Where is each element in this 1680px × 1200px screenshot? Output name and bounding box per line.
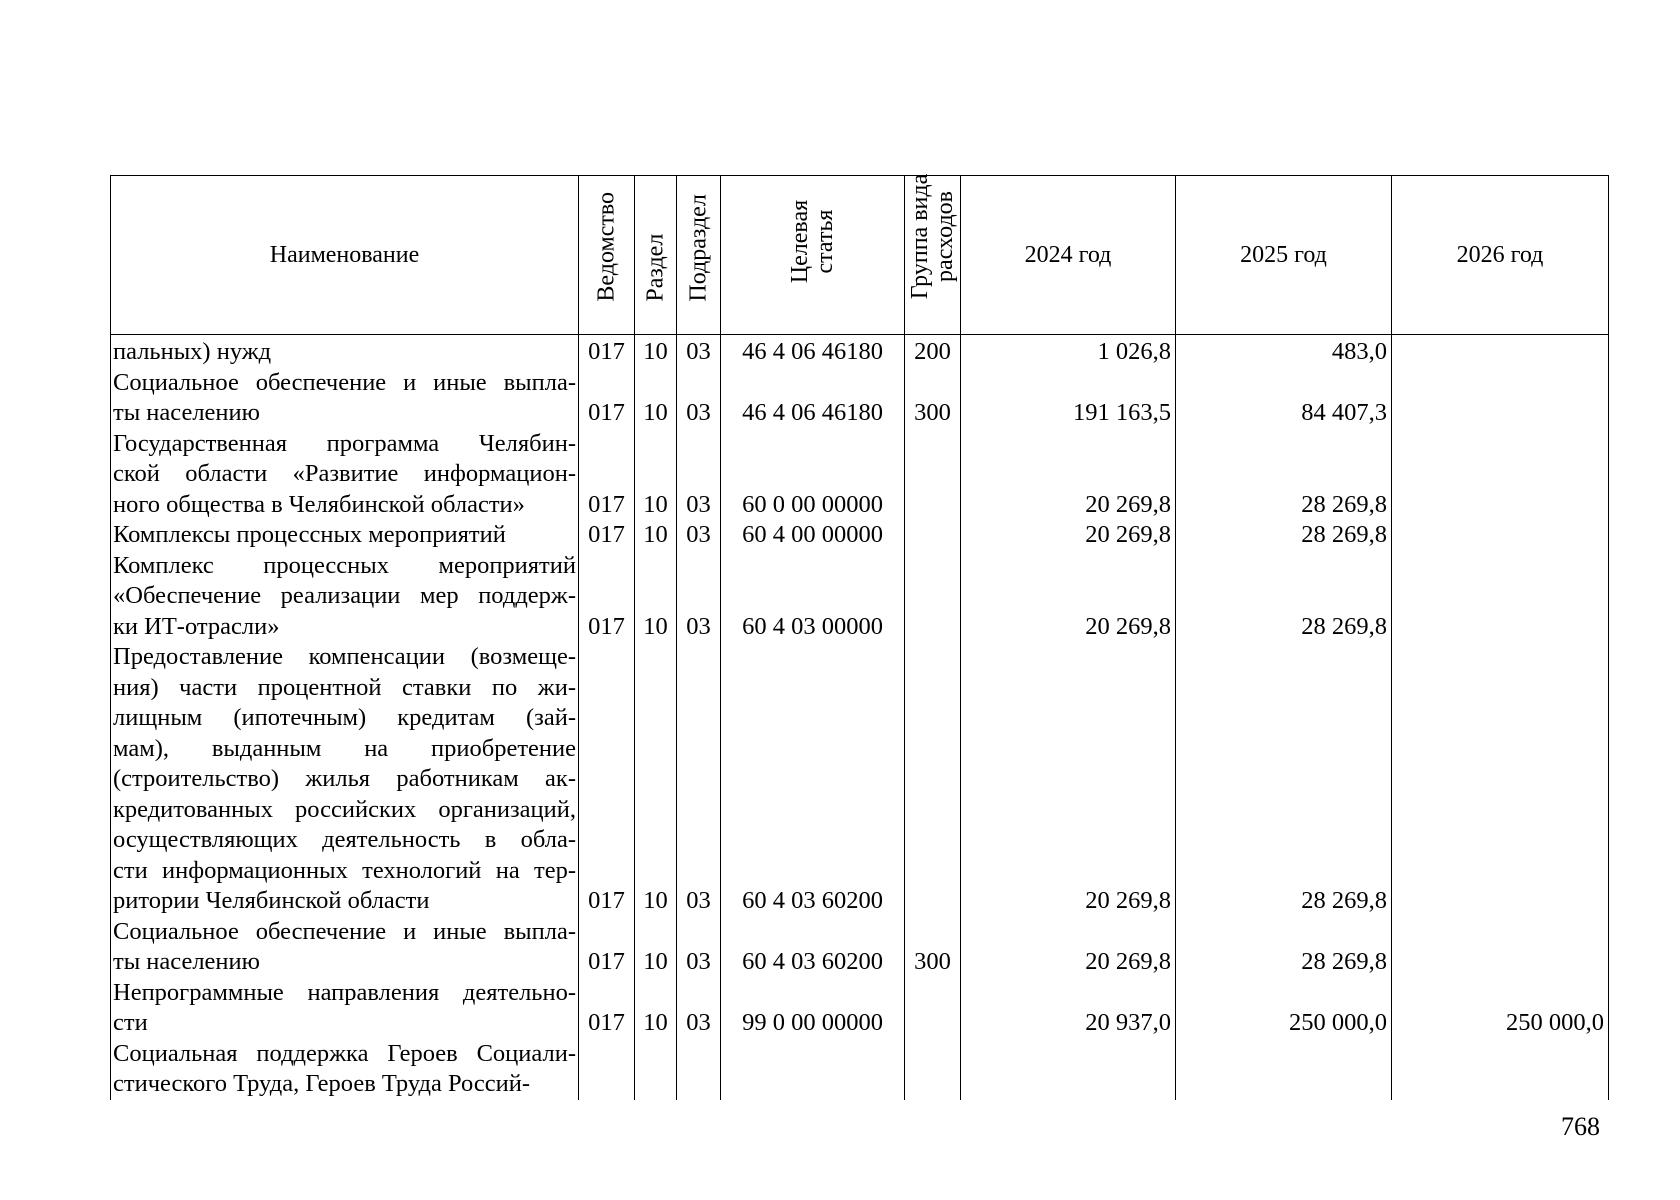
name-line: стического Труда, Героев Труда Россий- [113, 1070, 531, 1097]
table-body [111, 335, 1609, 1100]
cell-name [111, 520, 579, 551]
cell-gruppa-vida-rashodov: 300 [905, 368, 961, 429]
table-row [111, 429, 1609, 521]
table-row [111, 978, 1609, 1039]
name-line: ской области «Развитие информацион- [113, 460, 576, 487]
name-line: Государственная программа Челябин- [113, 429, 576, 457]
cell-razdel: 10 [635, 429, 677, 521]
cell-name [111, 1039, 579, 1100]
cell-vedomstvo [579, 1039, 635, 1100]
cell-name [111, 642, 579, 917]
cell-2026 [1392, 520, 1609, 551]
cell-2025: 84 407,3 [1176, 368, 1392, 429]
name-line: сти информационных технологий на тер- [113, 856, 576, 884]
name-line: лищным (ипотечным) кредитам (зай- [113, 704, 576, 731]
cell-celevaya-statya: 60 4 03 60200 [721, 917, 905, 978]
cell-podrazdel: 03 [677, 368, 721, 429]
name-line: сти [113, 1009, 148, 1036]
cell-podrazdel: 03 [677, 551, 721, 643]
header-2024: 2024 год [961, 176, 1176, 335]
cell-podrazdel: 03 [677, 917, 721, 978]
cell-gruppa-vida-rashodov: 200 [905, 335, 961, 368]
cell-razdel: 10 [635, 368, 677, 429]
cell-2024: 20 269,8 [961, 642, 1176, 917]
header-vedomstvo: Ведомство [579, 176, 635, 335]
cell-gruppa-vida-rashodov [905, 520, 961, 551]
cell-razdel: 10 [635, 642, 677, 917]
cell-podrazdel: 03 [677, 520, 721, 551]
name-line: Социальная поддержка Героев Социали- [113, 1039, 576, 1067]
name-line: кредитованных российских организаций, [113, 795, 576, 823]
cell-2026 [1392, 368, 1609, 429]
cell-podrazdel: 03 [677, 429, 721, 521]
budget-table [110, 175, 1609, 1100]
table-row [111, 642, 1609, 917]
cell-vedomstvo: 017 [579, 520, 635, 551]
table-row [111, 1039, 1609, 1100]
cell-celevaya-statya: 46 4 06 46180 [721, 335, 905, 368]
cell-vedomstvo: 017 [579, 642, 635, 917]
cell-2026 [1392, 335, 1609, 368]
name-line: ритории Челябинской области [113, 887, 430, 914]
cell-name [111, 335, 579, 368]
cell-razdel: 10 [635, 520, 677, 551]
cell-2025: 28 269,8 [1176, 429, 1392, 521]
cell-gruppa-vida-rashodov [905, 642, 961, 917]
cell-celevaya-statya: 60 4 00 00000 [721, 520, 905, 551]
cell-vedomstvo: 017 [579, 978, 635, 1039]
name-line: ния) части процентной ставки по жи- [113, 673, 576, 701]
table-header-row [111, 176, 1609, 335]
table-row [111, 368, 1609, 429]
cell-name [111, 917, 579, 978]
table-row [111, 335, 1609, 368]
cell-2024: 1 026,8 [961, 335, 1176, 368]
cell-razdel [635, 1039, 677, 1100]
cell-2026 [1392, 551, 1609, 643]
cell-gruppa-vida-rashodov [905, 551, 961, 643]
cell-podrazdel [677, 1039, 721, 1100]
name-line: ного общества в Челябинской области» [113, 490, 525, 518]
cell-podrazdel: 03 [677, 978, 721, 1039]
cell-2025: 28 269,8 [1176, 917, 1392, 978]
header-2025: 2025 год [1176, 176, 1392, 335]
name-line: осуществляющих деятельность в обла- [113, 826, 576, 853]
name-line: «Обеспечение реализации мер поддерж- [113, 582, 576, 609]
cell-gruppa-vida-rashodov [905, 429, 961, 521]
page-number: 768 [1561, 1112, 1600, 1141]
cell-2025 [1176, 1039, 1392, 1100]
name-line: пальных) нужд [113, 338, 272, 365]
cell-razdel: 10 [635, 551, 677, 643]
name-line: ки ИТ-отрасли» [113, 612, 280, 640]
cell-celevaya-statya: 46 4 06 46180 [721, 368, 905, 429]
cell-2026 [1392, 917, 1609, 978]
cell-razdel: 10 [635, 335, 677, 368]
cell-celevaya-statya: 60 0 00 00000 [721, 429, 905, 521]
cell-2025: 250 000,0 [1176, 978, 1392, 1039]
name-line: Предоставление компенсации (возмеще- [113, 643, 576, 670]
cell-name [111, 429, 579, 521]
name-line: Социальное обеспечение и иные выпла- [113, 368, 576, 396]
cell-2024: 20 937,0 [961, 978, 1176, 1039]
name-line: ты населению [113, 399, 260, 426]
cell-vedomstvo: 017 [579, 368, 635, 429]
cell-2024: 20 269,8 [961, 917, 1176, 978]
cell-2024: 191 163,5 [961, 368, 1176, 429]
cell-razdel: 10 [635, 978, 677, 1039]
table-row [111, 520, 1609, 551]
cell-name [111, 368, 579, 429]
cell-2026: 250 000,0 [1392, 978, 1609, 1039]
name-line: (строительство) жилья работникам ак- [113, 765, 576, 792]
header-gruppa-vida-rashodov: Группа вида расходов [905, 176, 961, 335]
name-line: Непрограммные направления деятельно- [113, 978, 576, 1006]
cell-celevaya-statya [721, 1039, 905, 1100]
cell-razdel: 10 [635, 917, 677, 978]
cell-celevaya-statya: 60 4 03 60200 [721, 642, 905, 917]
cell-vedomstvo: 017 [579, 335, 635, 368]
name-line: Социальное обеспечение и иные выпла- [113, 917, 576, 945]
cell-podrazdel: 03 [677, 642, 721, 917]
cell-2026 [1392, 642, 1609, 917]
cell-2024: 20 269,8 [961, 429, 1176, 521]
cell-2024: 20 269,8 [961, 520, 1176, 551]
header-razdel: Раздел [635, 176, 677, 335]
cell-vedomstvo: 017 [579, 429, 635, 521]
header-name: Наименование [111, 176, 579, 335]
header-podrazdel: Подраздел [677, 176, 721, 335]
cell-2026 [1392, 1039, 1609, 1100]
cell-vedomstvo: 017 [579, 917, 635, 978]
cell-2024: 20 269,8 [961, 551, 1176, 643]
cell-gruppa-vida-rashodov: 300 [905, 917, 961, 978]
cell-2025: 28 269,8 [1176, 520, 1392, 551]
name-line: Комплекс процессных мероприятий [113, 551, 576, 579]
header-celevaya-statya: Целевая статья [721, 176, 905, 335]
cell-podrazdel: 03 [677, 335, 721, 368]
cell-2025: 28 269,8 [1176, 642, 1392, 917]
cell-vedomstvo: 017 [579, 551, 635, 643]
cell-celevaya-statya: 60 4 03 00000 [721, 551, 905, 643]
cell-2026 [1392, 429, 1609, 521]
table-row [111, 551, 1609, 643]
cell-2025: 28 269,8 [1176, 551, 1392, 643]
cell-2025: 483,0 [1176, 335, 1392, 368]
cell-name [111, 978, 579, 1039]
cell-name [111, 551, 579, 643]
cell-gruppa-vida-rashodov [905, 1039, 961, 1100]
cell-gruppa-vida-rashodov [905, 978, 961, 1039]
name-line: мам), выданным на приобретение [113, 734, 576, 762]
name-line: Комплексы процессных мероприятий [113, 521, 506, 548]
cell-2024 [961, 1039, 1176, 1100]
name-line: ты населению [113, 948, 260, 975]
table-row [111, 917, 1609, 978]
cell-celevaya-statya: 99 0 00 00000 [721, 978, 905, 1039]
header-2026: 2026 год [1392, 176, 1609, 335]
